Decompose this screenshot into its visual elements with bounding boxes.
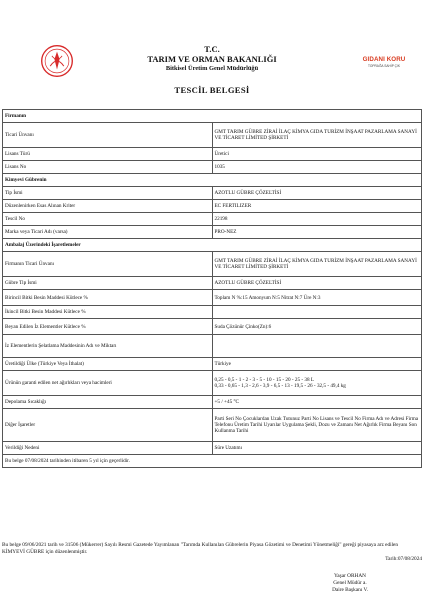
- row-value: +5 / +45 °C: [212, 396, 422, 409]
- row-label: Tip İsmi: [3, 187, 213, 200]
- table-row: [3, 123, 422, 148]
- signature-block: [280, 573, 420, 593]
- document-title: TESCİL BELGESİ: [174, 85, 250, 95]
- row-label: Tescil No: [3, 213, 213, 226]
- row-value: Toplam N %:15 Amonyum N:5 Nitrat N:7 Üre N:3: [212, 290, 422, 306]
- row-label: İkincil Bitki Besin Maddesi Kütlece %: [3, 306, 213, 319]
- row-value: Üretici: [212, 148, 422, 161]
- table-row: [3, 213, 422, 226]
- document-date: Tarih:07/08/2024: [385, 556, 422, 562]
- section-title: Kimyevi Gübrenin: [3, 174, 422, 187]
- table-row: [3, 319, 422, 335]
- document-header: [0, 0, 424, 110]
- row-value: Parti Seri No Çocuklardan Uzak Tutunuz Parti No Lisans ve Tescil No Firma Adı ve Adresi Firma Telefonu Üretim Tarihi Uyarılar Uygulama Şekli, Dozu ve Zamanı Net Ağırlık Firma Beyanı Son Kullanma Tarihi: [212, 409, 422, 442]
- row-value: AZOTLU GÜBRE ÇÖZELTİSİ: [212, 277, 422, 290]
- row-value: 1035: [212, 161, 422, 174]
- section-header-row: [3, 239, 422, 252]
- footer-note: Bu belge 09/06/2021 tarih ve 31506 (Mükerrer) Sayılı Resmi Gazetede Yayımlanan "Tarımda Kullanılan Gübrelerin Piyasa Gözetimi ve Denetimi Yönetmeliği" gereği piyasaya arz edilen KİMYEVİ GÜBRE için düzenlenmiştir.: [2, 542, 399, 555]
- row-label: Ticari Ünvanı: [3, 123, 213, 148]
- row-label: Diğer İşaretler: [3, 409, 213, 442]
- row-label: Lisans No: [3, 161, 213, 174]
- table-row: [3, 226, 422, 239]
- row-label: Firmanın Ticari Ünvanı: [3, 252, 213, 277]
- table-row: [3, 371, 422, 396]
- logo-tagline-text: TOPRAĞA SAHİP ÇIK: [368, 64, 400, 68]
- row-label: Marka veya Ticari Adı (varsa): [3, 226, 213, 239]
- table-row: [3, 442, 422, 455]
- validity-note: Bu belge 07/08/2024 tarihinden itibaren 5 yıl için geçerlidir.: [3, 455, 422, 468]
- row-value: EC FERTILIZER: [212, 200, 422, 213]
- row-label: Gübre Tip İsmi: [3, 277, 213, 290]
- table-row: [3, 335, 422, 358]
- signatory-department: Daire Başkanı V.: [332, 586, 368, 593]
- row-label: Depolama Sıcaklığı: [3, 396, 213, 409]
- table-row: [3, 396, 422, 409]
- section-title: Ambalaj Üzerindeki İşaretlemeler: [3, 239, 422, 252]
- table-row: [3, 161, 422, 174]
- header-directorate-name: Bitkisel Üretim Genel Müdürlüğü: [165, 65, 259, 72]
- row-value: [212, 335, 422, 358]
- table-row: [3, 148, 422, 161]
- row-label: İz Elementlerin Şelatlama Maddesinin Adı ve Miktarı: [3, 335, 213, 358]
- row-value: Suda Çözünür Çinko(Zn):6: [212, 319, 422, 335]
- header-line-tc: T.C.: [204, 44, 220, 54]
- section-title: Firmanın: [3, 110, 422, 123]
- section-header-row: [3, 110, 422, 123]
- section-header-row: [3, 174, 422, 187]
- table-row: [3, 409, 422, 442]
- row-value: GMT TARIM GÜBRE ZİRAİ İLAÇ KİMYA GIDA TURİZM İNŞAAT PAZARLAMA SANAYİ VE TİCARET LİMİTED ŞİRKETİ: [212, 252, 422, 277]
- table-row: [3, 200, 422, 213]
- header-ministry-name: TARIM VE ORMAN BAKANLIĞI: [147, 54, 277, 64]
- row-value: GMT TARIM GÜBRE ZİRAİ İLAÇ KİMYA GIDA TURİZM İNŞAAT PAZARLAMA SANAYİ VE TİCARET LİMİTED ŞİRKETİ: [212, 123, 422, 148]
- row-value: AZOTLU GÜBRE ÇÖZELTİSİ: [212, 187, 422, 200]
- row-value: Süre Uzatımı: [212, 442, 422, 455]
- row-value: [212, 306, 422, 319]
- row-label: Ürünün garanti edilen net ağırlıkları veya hacimleri: [3, 371, 213, 396]
- table-row: [3, 187, 422, 200]
- row-label: Birincil Bitki Besin Maddesi Kütlece %: [3, 290, 213, 306]
- table-row: [3, 358, 422, 371]
- row-value: 0,25 - 0,5 - 1 - 2 - 3 - 5 - 10 - 15 - 20 - 25 - 38 L 0,33 - 0,65 - 1,3 - 2,6 - 3,9 - 6,5 - 13 - 19,5 - 26 - 32,5 - 49,4 kg: [212, 371, 422, 396]
- signatory-name: Yaşar ORHAN: [334, 573, 366, 579]
- row-label: Üretildiği Ülke (Türkiye Veya İthalat): [3, 358, 213, 371]
- validity-row: [3, 455, 422, 468]
- table-row: [3, 252, 422, 277]
- table-row: [3, 290, 422, 306]
- table-row: [3, 277, 422, 290]
- gidani-koru-logo: [352, 56, 416, 76]
- row-value: 22198: [212, 213, 422, 226]
- logo-brand-text: GIDANI KORU: [362, 56, 406, 63]
- row-value: Türkiye: [212, 358, 422, 371]
- row-label: Beyan Edilen İz Elementler Kütlece %: [3, 319, 213, 335]
- row-label: Lisans Türü: [3, 148, 213, 161]
- row-label: Verildiği Nedeni: [3, 442, 213, 455]
- signatory-title: Genel Müdür a.: [333, 579, 367, 586]
- row-label: Düzenlenirken Esas Alınan Kriter: [3, 200, 213, 213]
- row-value: PRO-NEZ: [212, 226, 422, 239]
- registration-table: [2, 109, 422, 468]
- table-row: [3, 306, 422, 319]
